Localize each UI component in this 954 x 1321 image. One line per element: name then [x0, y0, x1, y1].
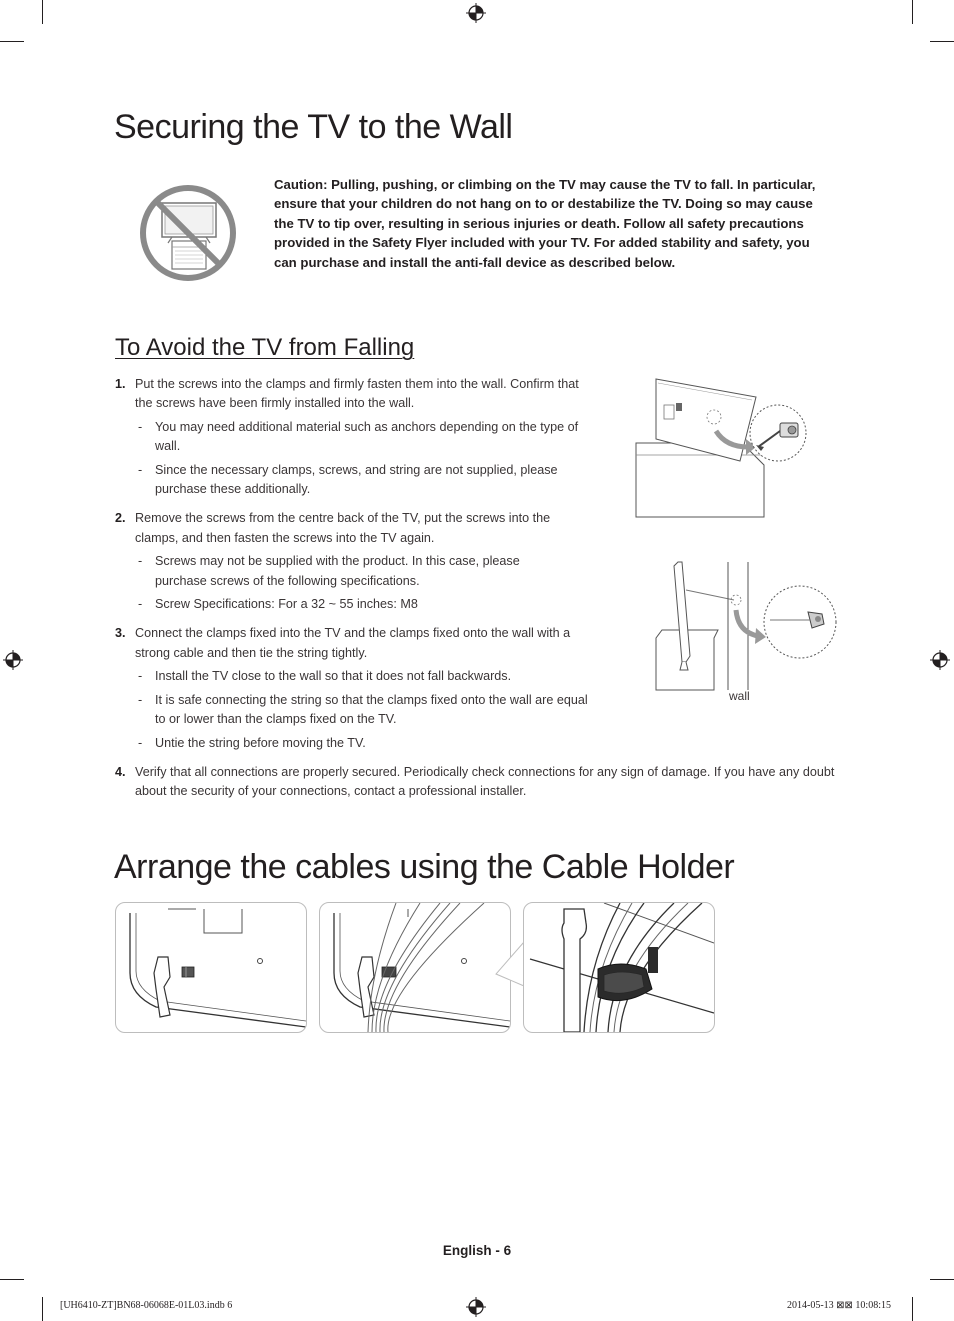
sub-text: Since the necessary clamps, screws, and string are not supplied, please purchase these additionally.	[155, 462, 558, 497]
crop-mark	[42, 0, 43, 24]
list-item	[115, 375, 585, 414]
crop-mark	[912, 0, 913, 24]
bullet-dash: -	[138, 554, 143, 569]
bullet-dash: -	[138, 597, 143, 612]
crop-mark	[912, 1297, 913, 1321]
no-climbing-tv-icon	[138, 183, 238, 283]
list-item	[115, 552, 565, 591]
list-item	[115, 734, 595, 753]
section-title: Arrange the cables using the Cable Holder	[114, 848, 735, 886]
print-slug-left: [UH6410-ZT]BN68-06068E-01L03.indb 6	[60, 1300, 233, 1311]
list-item	[115, 461, 585, 500]
sub-text: Install the TV close to the wall so that it does not fall backwards.	[155, 669, 512, 684]
cable-holder-step-1	[115, 902, 307, 1033]
registration-mark-icon	[930, 650, 950, 670]
cable-holder-zoom-detail	[523, 902, 715, 1033]
list-item	[115, 509, 585, 548]
bullet-dash: -	[138, 735, 143, 750]
sub-text: Screw Specifications: For a 32 ~ 55 inches: M8	[155, 597, 418, 612]
page-number: English - 6	[442, 1243, 512, 1258]
step-number: 2.	[115, 511, 126, 526]
crop-mark	[0, 41, 24, 42]
step-text: Verify that all connections are properly secured. Periodically check connections for any sign of damage. If you have any doubt about the security of your connections, contact a professional installer.	[135, 764, 835, 799]
tv-clamp-illustration	[630, 375, 840, 523]
cable-holder-step-2	[319, 902, 511, 1033]
crop-mark	[930, 1279, 954, 1280]
tv-wall-illustration	[652, 558, 842, 692]
crop-mark	[0, 1279, 24, 1280]
registration-mark-icon	[466, 1297, 486, 1317]
page-title: Securing the TV to the Wall	[114, 108, 513, 146]
step-number: 1.	[115, 377, 126, 391]
step-number: 3.	[115, 626, 126, 641]
sub-text: Screws may not be supplied with the product. In this case, please purchase screws of the following specifications.	[155, 554, 520, 588]
sub-text: It is safe connecting the string so that the clamps fixed onto the wall are equal to or lower than the clamps fixed on the TV.	[155, 692, 588, 727]
wall-label: wall	[729, 689, 750, 703]
sub-text: Untie the string before moving the TV.	[155, 735, 366, 750]
print-slug-right: 2014-05-13 ⊠⊠ 10:08:15	[787, 1300, 891, 1311]
list-item	[115, 667, 595, 686]
section-title: To Avoid the TV from Falling	[115, 334, 415, 361]
registration-mark-icon	[466, 3, 486, 23]
caution-paragraph: Caution: Pulling, pushing, or climbing on the TV may cause the TV to fall. In particular, ensure that your children do not hang on to or destabilize the TV. Doing so may cause the TV to tip over, resulting in serious injuries or death. Follow all safety precautions provided in the Safety Flyer included with your TV. For added stability and safety, you can purchase and install the anti-fall device as described below.	[274, 177, 816, 270]
registration-mark-icon	[3, 650, 23, 670]
list-item	[115, 763, 835, 802]
bullet-dash: -	[138, 692, 143, 707]
step-text: Remove the screws from the centre back of the TV, put the screws into the clamps, and then fasten the screws into the TV again.	[135, 511, 551, 545]
crop-mark	[42, 1297, 43, 1321]
step-text: Connect the clamps fixed into the TV and the clamps fixed onto the wall with a strong cable and then tie the string tightly.	[135, 626, 571, 660]
list-item	[115, 418, 585, 457]
crop-mark	[930, 41, 954, 42]
step-text: Put the screws into the clamps and firmly fasten them into the wall. Confirm that the screws have been firmly installed into the wall.	[135, 377, 579, 411]
list-item	[115, 595, 585, 614]
list-item	[115, 691, 595, 730]
sub-text: You may need additional material such as anchors depending on the type of wall.	[155, 419, 579, 454]
list-item	[115, 624, 605, 663]
step-number: 4.	[115, 764, 126, 779]
bullet-dash: -	[138, 462, 143, 477]
bullet-dash: -	[138, 419, 143, 434]
bullet-dash: -	[138, 669, 143, 684]
